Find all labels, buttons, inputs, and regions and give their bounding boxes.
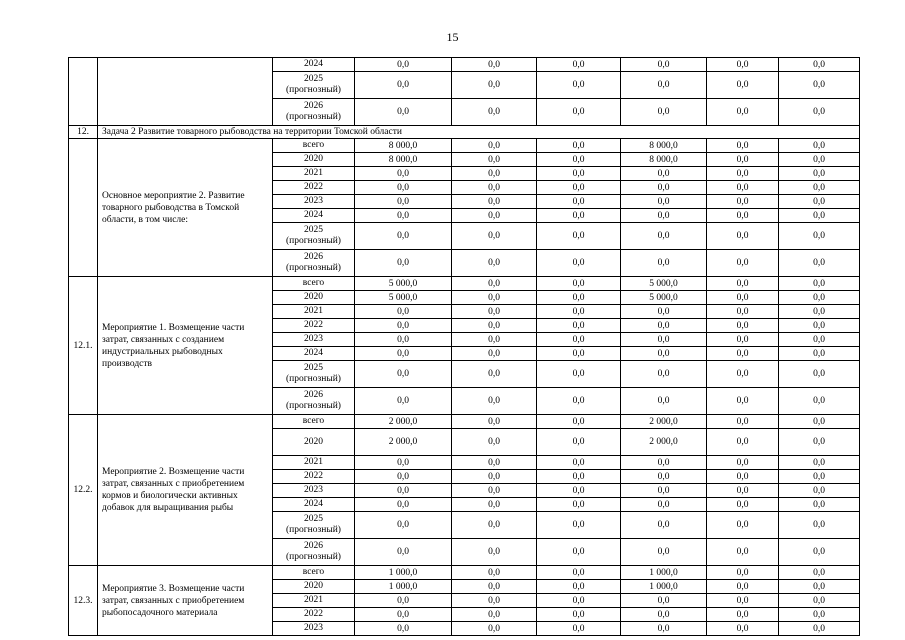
value-cell: 0,0 [355,223,452,250]
value-cell: 0,0 [707,512,779,539]
value-cell: 0,0 [621,622,707,636]
year-cell [273,388,355,415]
value-cell: 0,0 [621,512,707,539]
value-cell: 0,0 [452,347,537,361]
value-cell: 0,0 [707,470,779,484]
value-cell: 0,0 [621,539,707,566]
year-label: 2021 [304,168,323,178]
value-cell: 0,0 [779,181,860,195]
row-number-cell: 12.3. [69,566,98,636]
year-cell [273,580,355,594]
year-cell [273,456,355,470]
page-number: 15 [446,30,459,44]
year-label: 2024 [304,499,323,509]
value-cell: 0,0 [355,305,452,319]
value-cell: 0,0 [537,484,621,498]
value-cell: 0,0 [537,470,621,484]
value-cell: 0,0 [452,72,537,99]
activity-name-cell: Мероприятие 1. Возмещение части затрат, связанных с созданием индустриальных рыбоводных производств [98,277,273,415]
value-cell: 0,0 [707,319,779,333]
row-number-cell: 12.1. [69,277,98,415]
task-row [69,126,860,139]
value-cell: 0,0 [537,456,621,470]
value-cell: 0,0 [707,566,779,580]
year-cell [273,470,355,484]
activity-name-cell: Мероприятие 2. Возмещение части затрат, связанных с приобретением кормов и биологически активных добавок для выращивания рыбы [98,415,273,566]
value-cell: 8 000,0 [355,153,452,167]
value-cell: 0,0 [621,58,707,72]
value-cell: 0,0 [779,498,860,512]
year-label: 2021 [304,595,323,605]
value-cell: 0,0 [452,250,537,277]
value-cell: 0,0 [452,512,537,539]
value-cell: 0,0 [779,361,860,388]
value-cell: 0,0 [537,347,621,361]
value-cell: 0,0 [621,223,707,250]
year-label: 2023 [304,485,323,495]
year-label: 2026 [304,541,323,551]
value-cell: 0,0 [537,72,621,99]
value-cell: 0,0 [621,361,707,388]
year-cell [273,195,355,209]
value-cell: 0,0 [779,622,860,636]
table-row [69,139,860,153]
year-cell [273,250,355,277]
value-cell: 0,0 [452,594,537,608]
value-cell: 0,0 [779,58,860,72]
year-cell [273,209,355,223]
value-cell: 0,0 [355,456,452,470]
value-cell: 2 000,0 [621,415,707,429]
value-cell: 0,0 [355,512,452,539]
year-label: 2020 [304,292,323,302]
year-label: 2020 [304,581,323,591]
value-cell: 0,0 [452,139,537,153]
value-cell: 0,0 [779,277,860,291]
value-cell: 0,0 [707,388,779,415]
value-cell: 0,0 [779,99,860,126]
value-cell: 0,0 [621,99,707,126]
value-cell: 0,0 [779,72,860,99]
year-label: 2022 [304,320,323,330]
value-cell: 0,0 [707,209,779,223]
value-cell: 2 000,0 [355,415,452,429]
value-cell: 0,0 [537,622,621,636]
value-cell: 0,0 [355,347,452,361]
value-cell: 2 000,0 [355,429,452,456]
value-cell: 0,0 [537,608,621,622]
year-label: всего [302,278,325,288]
value-cell: 0,0 [707,361,779,388]
year-label: 2023 [304,196,323,206]
value-cell: 0,0 [355,209,452,223]
value-cell: 0,0 [537,181,621,195]
value-cell: 0,0 [707,415,779,429]
value-cell: 2 000,0 [621,429,707,456]
year-label: 2024 [304,210,323,220]
year-label: 2020 [304,436,323,447]
year-cell [273,484,355,498]
value-cell: 0,0 [537,333,621,347]
year-label: всего [302,416,325,426]
value-cell: 0,0 [537,539,621,566]
value-cell: 0,0 [537,167,621,181]
value-cell: 0,0 [779,580,860,594]
value-cell: 0,0 [779,429,860,456]
value-cell: 0,0 [707,99,779,126]
value-cell: 0,0 [779,250,860,277]
value-cell: 0,0 [355,319,452,333]
value-cell: 0,0 [779,153,860,167]
value-cell: 0,0 [355,181,452,195]
table-row [69,415,860,429]
value-cell: 0,0 [707,484,779,498]
value-cell: 0,0 [707,594,779,608]
value-cell: 0,0 [452,58,537,72]
value-cell: 0,0 [537,319,621,333]
value-cell: 0,0 [452,319,537,333]
value-cell: 0,0 [537,139,621,153]
table-row [69,58,860,72]
year-cell [273,361,355,388]
year-label: 2024 [304,348,323,358]
year-label: 2025 [304,74,323,84]
value-cell: 0,0 [452,167,537,181]
value-cell: 0,0 [707,277,779,291]
year-label: 2022 [304,471,323,481]
year-forecast-label: (прогнозный) [286,112,341,122]
value-cell: 0,0 [452,622,537,636]
value-cell: 0,0 [537,498,621,512]
value-cell: 0,0 [355,72,452,99]
value-cell: 0,0 [537,594,621,608]
value-cell: 0,0 [621,498,707,512]
value-cell: 0,0 [355,195,452,209]
year-label: 2023 [304,623,323,633]
value-cell: 0,0 [452,388,537,415]
value-cell: 0,0 [621,608,707,622]
value-cell: 0,0 [452,223,537,250]
value-cell: 5 000,0 [355,277,452,291]
value-cell: 0,0 [621,347,707,361]
value-cell: 0,0 [707,539,779,566]
value-cell: 0,0 [779,167,860,181]
year-forecast-label: (прогнозный) [286,263,341,273]
value-cell: 0,0 [707,195,779,209]
value-cell: 0,0 [355,388,452,415]
year-cell [273,319,355,333]
year-label: 2025 [304,514,323,524]
value-cell: 0,0 [452,277,537,291]
year-cell [273,58,355,72]
value-cell: 0,0 [537,277,621,291]
value-cell: 0,0 [779,388,860,415]
value-cell: 0,0 [621,181,707,195]
year-cell [273,415,355,429]
value-cell: 0,0 [707,291,779,305]
year-cell [273,608,355,622]
year-label: всего [302,567,325,577]
year-cell [273,181,355,195]
value-cell: 0,0 [452,361,537,388]
year-cell [273,291,355,305]
year-cell [273,347,355,361]
value-cell: 5 000,0 [355,291,452,305]
value-cell: 0,0 [537,415,621,429]
value-cell: 0,0 [452,566,537,580]
value-cell: 8 000,0 [621,139,707,153]
value-cell: 0,0 [452,608,537,622]
year-label: 2026 [304,252,323,262]
year-cell [273,153,355,167]
activity-name-cell: Основное мероприятие 2. Развитие товарного рыбоводства в Томской области, в том числе: [98,139,273,277]
value-cell: 0,0 [355,250,452,277]
year-cell [273,429,355,456]
year-cell [273,594,355,608]
value-cell: 0,0 [779,484,860,498]
table-row [69,277,860,291]
value-cell: 0,0 [452,539,537,566]
table-row [69,566,860,580]
value-cell: 0,0 [452,498,537,512]
year-forecast-label: (прогнозный) [286,525,341,535]
value-cell: 0,0 [537,305,621,319]
value-cell: 0,0 [537,361,621,388]
value-cell: 0,0 [537,153,621,167]
value-cell: 0,0 [707,622,779,636]
value-cell: 0,0 [621,594,707,608]
row-number-cell: 12.2. [69,415,98,566]
value-cell: 0,0 [452,181,537,195]
year-cell [273,167,355,181]
year-cell [273,223,355,250]
value-cell: 0,0 [355,333,452,347]
value-cell: 0,0 [707,58,779,72]
year-label: 2026 [304,101,323,111]
row-number-cell [69,139,98,277]
value-cell: 0,0 [621,388,707,415]
year-label: 2021 [304,457,323,467]
value-cell: 0,0 [707,181,779,195]
year-label: 2026 [304,390,323,400]
year-cell [273,498,355,512]
value-cell: 0,0 [621,305,707,319]
value-cell: 0,0 [779,512,860,539]
value-cell: 0,0 [707,456,779,470]
value-cell: 0,0 [779,319,860,333]
year-cell [273,512,355,539]
value-cell: 0,0 [779,305,860,319]
year-label: всего [302,140,325,150]
value-cell: 0,0 [537,512,621,539]
value-cell: 0,0 [355,58,452,72]
year-cell [273,622,355,636]
value-cell: 0,0 [707,608,779,622]
row-number-cell [69,58,98,126]
value-cell: 0,0 [452,153,537,167]
value-cell: 5 000,0 [621,291,707,305]
value-cell: 0,0 [779,470,860,484]
value-cell: 0,0 [779,209,860,223]
value-cell: 0,0 [707,153,779,167]
value-cell: 0,0 [779,608,860,622]
value-cell: 0,0 [621,72,707,99]
year-cell [273,539,355,566]
value-cell: 0,0 [452,195,537,209]
year-label: 2022 [304,609,323,619]
value-cell: 0,0 [621,195,707,209]
value-cell: 0,0 [452,484,537,498]
value-cell: 0,0 [355,539,452,566]
value-cell: 0,0 [452,291,537,305]
value-cell: 8 000,0 [621,153,707,167]
value-cell: 0,0 [779,539,860,566]
year-cell [273,72,355,99]
value-cell: 0,0 [452,333,537,347]
financing-table [68,57,860,636]
value-cell: 0,0 [621,319,707,333]
value-cell: 0,0 [452,415,537,429]
value-cell: 0,0 [779,456,860,470]
value-cell: 0,0 [621,209,707,223]
year-label: 2025 [304,225,323,235]
value-cell: 0,0 [537,58,621,72]
value-cell: 0,0 [707,498,779,512]
value-cell: 0,0 [779,333,860,347]
value-cell: 1 000,0 [355,566,452,580]
value-cell: 8 000,0 [355,139,452,153]
value-cell: 0,0 [537,223,621,250]
activity-name-cell [98,58,273,126]
value-cell: 0,0 [452,99,537,126]
year-label: 2021 [304,306,323,316]
value-cell: 0,0 [355,167,452,181]
value-cell: 0,0 [355,484,452,498]
value-cell: 0,0 [355,361,452,388]
year-cell [273,99,355,126]
value-cell: 0,0 [452,305,537,319]
value-cell: 0,0 [452,209,537,223]
value-cell: 0,0 [537,291,621,305]
value-cell: 0,0 [779,566,860,580]
value-cell: 0,0 [537,388,621,415]
year-cell [273,333,355,347]
year-forecast-label: (прогнозный) [286,401,341,411]
year-forecast-label: (прогнозный) [286,374,341,384]
value-cell: 0,0 [355,608,452,622]
year-label: 2023 [304,334,323,344]
value-cell: 0,0 [452,456,537,470]
value-cell: 0,0 [452,580,537,594]
value-cell: 0,0 [779,415,860,429]
value-cell: 0,0 [452,470,537,484]
value-cell: 0,0 [779,291,860,305]
value-cell: 0,0 [452,429,537,456]
value-cell: 0,0 [537,566,621,580]
value-cell: 0,0 [707,167,779,181]
value-cell: 0,0 [707,139,779,153]
value-cell: 1 000,0 [621,566,707,580]
value-cell: 0,0 [707,250,779,277]
value-cell: 0,0 [621,456,707,470]
value-cell: 0,0 [779,223,860,250]
value-cell: 0,0 [355,594,452,608]
year-cell [273,277,355,291]
task-title-cell: Задача 2 Развитие товарного рыбоводства на территории Томской области [98,126,860,139]
year-cell [273,139,355,153]
value-cell: 0,0 [779,139,860,153]
value-cell: 1 000,0 [621,580,707,594]
year-cell [273,566,355,580]
value-cell: 0,0 [707,580,779,594]
value-cell: 1 000,0 [355,580,452,594]
value-cell: 0,0 [779,347,860,361]
activity-name-cell: Мероприятие 3. Возмещение части затрат, связанных с приобретением рыбопосадочного материала [98,566,273,636]
year-cell [273,305,355,319]
value-cell: 0,0 [537,195,621,209]
year-label: 2020 [304,154,323,164]
value-cell: 0,0 [621,333,707,347]
value-cell: 0,0 [621,470,707,484]
value-cell: 0,0 [537,250,621,277]
value-cell: 0,0 [779,594,860,608]
value-cell: 0,0 [537,580,621,594]
value-cell: 0,0 [355,470,452,484]
value-cell: 0,0 [707,223,779,250]
value-cell: 0,0 [355,99,452,126]
value-cell: 0,0 [621,167,707,181]
value-cell: 0,0 [355,622,452,636]
value-cell: 5 000,0 [621,277,707,291]
year-label: 2025 [304,363,323,373]
year-forecast-label: (прогнозный) [286,236,341,246]
value-cell: 0,0 [355,498,452,512]
value-cell: 0,0 [621,250,707,277]
value-cell: 0,0 [779,195,860,209]
year-label: 2024 [304,59,323,69]
year-forecast-label: (прогнозный) [286,552,341,562]
year-forecast-label: (прогнозный) [286,85,341,95]
year-label: 2022 [304,182,323,192]
value-cell: 0,0 [707,305,779,319]
value-cell: 0,0 [537,209,621,223]
value-cell: 0,0 [707,429,779,456]
value-cell: 0,0 [707,333,779,347]
value-cell: 0,0 [537,99,621,126]
value-cell: 0,0 [707,72,779,99]
task-number-cell: 12. [69,126,98,139]
value-cell: 0,0 [621,484,707,498]
value-cell: 0,0 [707,347,779,361]
value-cell: 0,0 [537,429,621,456]
